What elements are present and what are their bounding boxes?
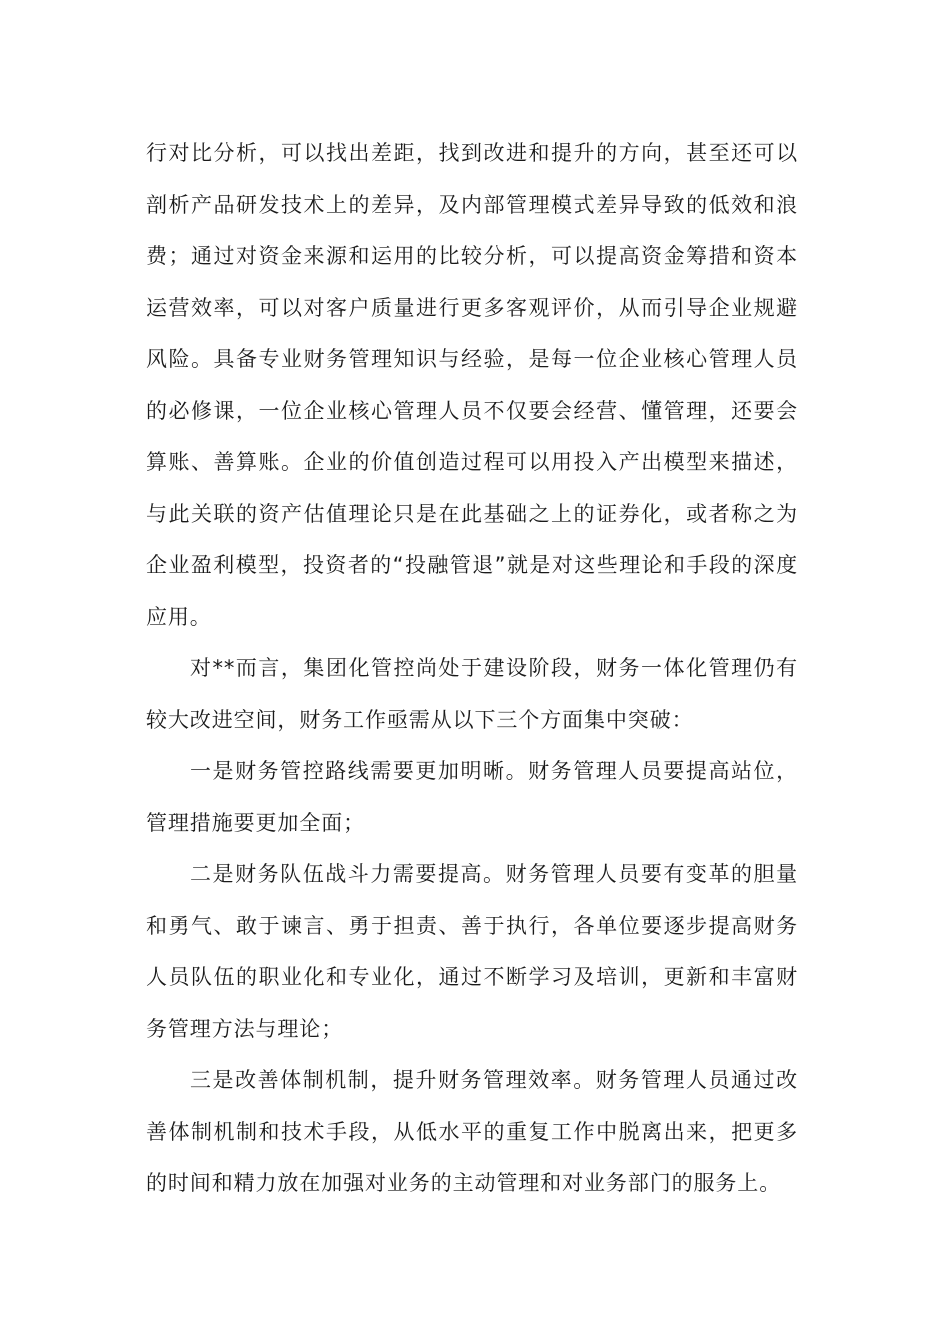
paragraph-point-two: 二是财务队伍战斗力需要提高。财务管理人员要有变革的胆量和勇气、敢于谏言、勇于担责、善于执行，各单位要逐步提高财务人员队伍的职业化和专业化，通过不断学习及培训，更新和丰富财务管理方法与理论； (146, 862, 798, 1041)
paragraph-continuation: 行对比分析，可以找出差距，找到改进和提升的方向，甚至还可以剖析产品研发技术上的差异，及内部管理模式差异导致的低效和浪费；通过对资金来源和运用的比较分析，可以提高资金筹措和资本运营效率，可以对客户质量进行更多客观评价，从而引导企业规避风险。具备专业财务管理知识与经验，是每一位企业核心管理人员的必修课，一位企业核心管理人员不仅要会经营、懂管理，还要会算账、善算账。企业的价值创造过程可以用投入产出模型来描述，与此关联的资产估值理论只是在此基础之上的证券化，或者称之为企业盈利模型，投资者的“投融管退”就是对这些理论和手段的深度应用。 (146, 141, 798, 629)
paragraph-point-one: 一是财务管控路线需要更加明晰。财务管理人员要提高站位，管理措施要更加全面； (146, 759, 798, 835)
paragraph-intro: 对**而言，集团化管控尚处于建设阶段，财务一体化管理仍有较大改进空间，财务工作亟需从以下三个方面集中突破： (146, 656, 798, 732)
document-body (146, 128, 798, 1210)
paragraph-point-three: 三是改善体制机制，提升财务管理效率。财务管理人员通过改善体制机制和技术手段，从低水平的重复工作中脱离出来，把更多的时间和精力放在加强对业务的主动管理和对业务部门的服务上。 (146, 1068, 798, 1195)
